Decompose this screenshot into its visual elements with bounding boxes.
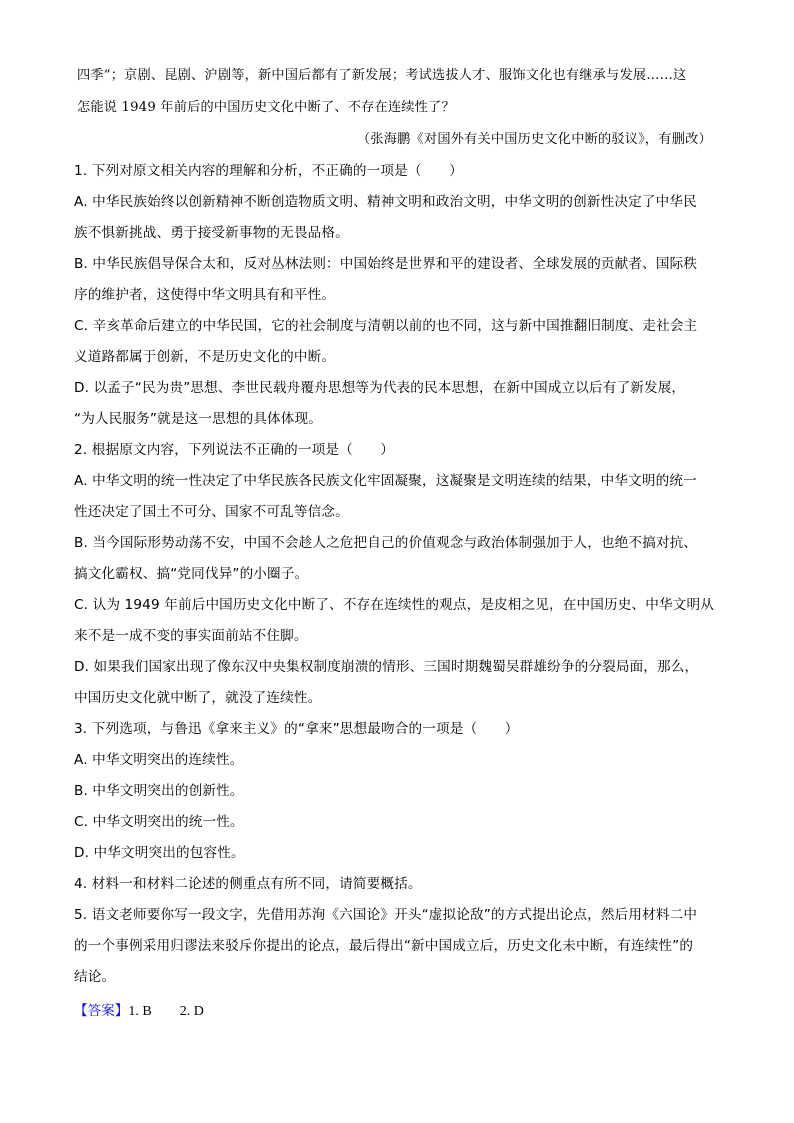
question-2-option-b-line-1: B. 当今国际形势动荡不安，中国不会趁人之危把自己的价值观念与政治体制强加于人，也绝不搞对抗、	[74, 535, 698, 551]
question-2-option-d-line-1: D. 如果我们国家出现了像东汉中央集权制度崩溃的情形、三国时期魏蜀吴群雄纷争的分裂局面，那么，	[74, 659, 699, 675]
question-3-option-b: B. 中华文明突出的创新性。	[74, 783, 244, 799]
question-1-option-b-line-1: B. 中华民族倡导保合太和，反对丛林法则：中国始终是世界和平的建设者、全球发展的贡献者、国际秩	[74, 256, 698, 272]
answer-text: 1. B 2. D	[128, 1004, 204, 1019]
question-2-option-d-line-2: 中国历史文化就中断了，就没了连续性。	[74, 690, 322, 706]
question-2-stem: 2. 根据原文内容，下列说法不正确的一项是（ ）	[74, 442, 395, 458]
passage-line-1: 四季”；京剧、昆剧、沪剧等，新中国后都有了新发展；考试选拔人才、服饰文化也有继承与发展……这	[77, 68, 687, 83]
question-1-option-d-line-2: “为人民服务”就是这一思想的具体体现。	[74, 411, 323, 427]
question-5-stem-line-1: 5. 语文老师要你写一段文字，先借用苏洵《六国论》开头“虚拟论敌”的方式提出论点，然后用材料二中	[74, 907, 698, 923]
question-1-option-a-line-2: 族不惧新挑战、勇于接受新事物的无畏品格。	[74, 225, 349, 241]
question-5-stem-line-3: 结论。	[74, 969, 116, 985]
question-1-stem: 1. 下列对原文相关内容的理解和分析，不正确的一项是（ ）	[74, 163, 463, 179]
question-2-option-c-line-2: 来不是一成不变的事实面前站不住脚。	[74, 628, 308, 644]
question-2-option-c-line-1: C. 认为 1949 年前后中国历史文化中断了、不存在连续性的观点，是皮相之见，在中国历史、中华文明从	[74, 597, 714, 613]
question-1-option-c-line-1: C. 辛亥革命后建立的中华民国，它的社会制度与清朝以前的也不同，这与新中国推翻旧制度、走社会主	[74, 318, 698, 334]
answer-label: 【答案】	[74, 1003, 129, 1019]
answer-row	[74, 1002, 204, 1019]
question-5-stem-line-2: 的一个事例采用归谬法来驳斥你提出的论点，最后得出“新中国成立后，历史文化未中断，有连续性”的	[74, 938, 694, 954]
passage-line-2: 怎能说 1949 年前后的中国历史文化中断了、不存在连续性了？	[77, 100, 455, 115]
question-3-option-d: D. 中华文明突出的包容性。	[74, 845, 245, 861]
question-3-stem: 3. 下列选项，与鲁迅《拿来主义》的“拿来”思想最吻合的一项是（ ）	[74, 721, 519, 737]
question-2-option-b-line-2: 搞文化霸权、搞“党同伐异”的小圈子。	[74, 566, 309, 582]
question-2-option-a-line-2: 性还决定了国土不可分、国家不可乱等信念。	[74, 504, 349, 520]
passage-source: （张海鹏《对国外有关中国历史文化中断的驳议》，有删改）	[357, 132, 712, 147]
question-2-option-a-line-1: A. 中华文明的统一性决定了中华民族各民族文化牢固凝聚，这凝聚是文明连续的结果，中华文明的统一	[74, 473, 697, 489]
question-3-option-a: A. 中华文明突出的连续性。	[74, 752, 244, 768]
question-1-option-b-line-2: 序的维护者，这使得中华文明具有和平性。	[74, 287, 336, 303]
question-4-stem: 4. 材料一和材料二论述的侧重点有所不同，请简要概括。	[74, 876, 422, 892]
question-1-option-a-line-1: A. 中华民族始终以创新精神不断创造物质文明、精神文明和政治文明，中华文明的创新性决定了中华民	[74, 194, 697, 210]
question-1-option-d-line-1: D. 以孟子“民为贵”思想、李世民载舟覆舟思想等为代表的民本思想，在新中国成立以后有了新发展，	[74, 380, 686, 396]
question-1-option-c-line-2: 义道路都属于创新，不是历史文化的中断。	[74, 349, 336, 365]
question-3-option-c: C. 中华文明突出的统一性。	[74, 814, 244, 830]
